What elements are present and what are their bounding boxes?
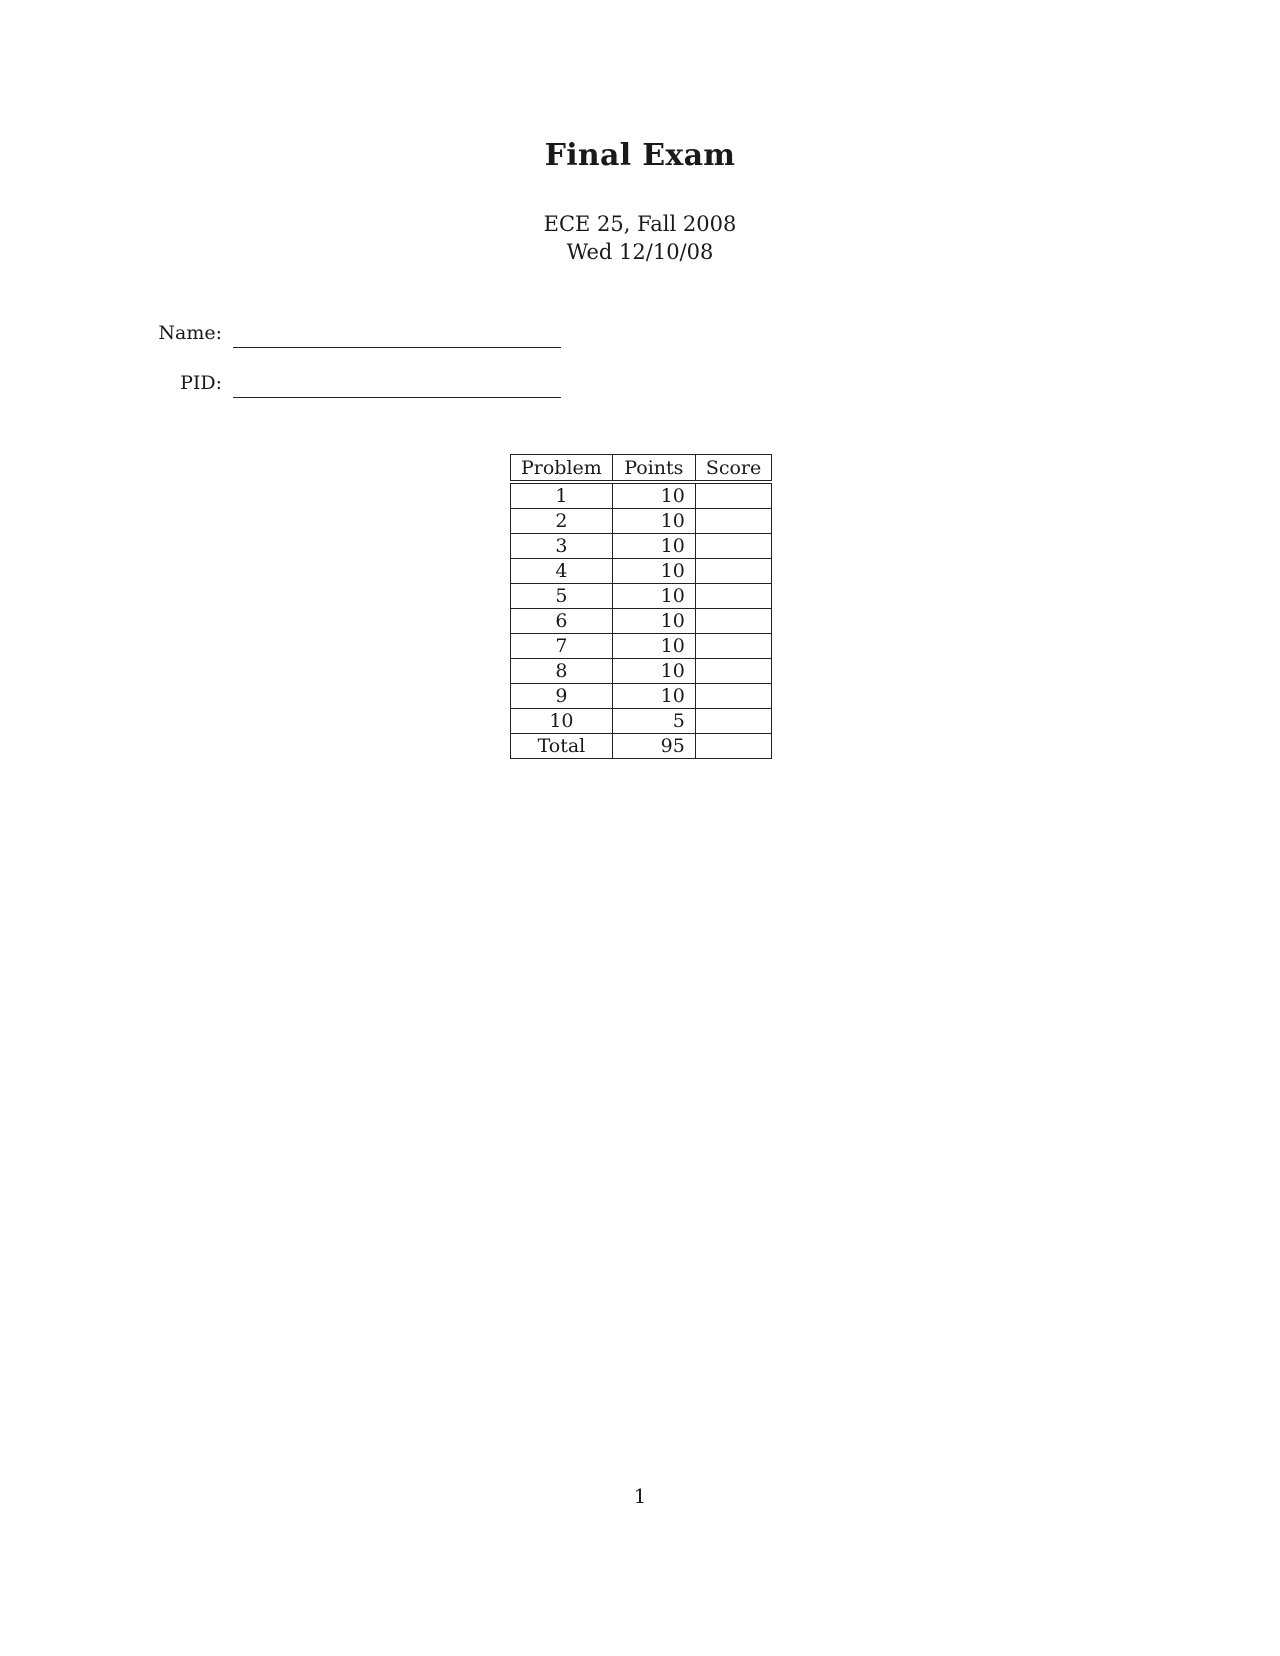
score-cell[interactable] [695,734,771,759]
header-problem: Problem [511,455,613,483]
problem-cell: 10 [511,709,613,734]
page-number: 1 [633,1484,647,1508]
pid-label: PID: [180,372,222,394]
table-row [511,709,772,734]
table-header-row [511,455,772,483]
score-cell[interactable] [695,709,771,734]
table-row [511,559,772,584]
problem-cell: 7 [511,634,613,659]
points-cell: 10 [612,584,695,609]
points-cell: 10 [612,659,695,684]
score-cell[interactable] [695,534,771,559]
points-cell: 10 [612,609,695,634]
points-cell: 10 [612,634,695,659]
pid-field[interactable] [233,397,561,398]
score-table-body [511,482,772,759]
exam-date: Wed 12/10/08 [566,240,714,264]
header-score: Score [695,455,771,483]
table-row [511,482,772,509]
exam-title: Final Exam [544,138,736,173]
problem-cell: 8 [511,659,613,684]
score-cell[interactable] [695,609,771,634]
table-row [511,634,772,659]
problem-cell: 9 [511,684,613,709]
header-points: Points [612,455,695,483]
table-row [511,659,772,684]
table-row [511,509,772,534]
score-cell[interactable] [695,684,771,709]
points-cell: 10 [612,534,695,559]
score-cell[interactable] [695,634,771,659]
table-row [511,684,772,709]
name-label: Name: [158,322,222,344]
table-row [511,734,772,759]
problem-cell: Total [511,734,613,759]
score-cell[interactable] [695,509,771,534]
table-row [511,584,772,609]
name-field[interactable] [233,347,561,348]
score-cell[interactable] [695,584,771,609]
score-cell[interactable] [695,559,771,584]
table-row [511,609,772,634]
course-subtitle: ECE 25, Fall 2008 [543,212,737,236]
points-cell: 10 [612,482,695,509]
problem-cell: 6 [511,609,613,634]
problem-cell: 3 [511,534,613,559]
score-cell[interactable] [695,482,771,509]
problem-cell: 2 [511,509,613,534]
problem-cell: 4 [511,559,613,584]
points-cell: 95 [612,734,695,759]
points-cell: 10 [612,559,695,584]
score-cell[interactable] [695,659,771,684]
points-cell: 5 [612,709,695,734]
problem-cell: 5 [511,584,613,609]
points-cell: 10 [612,509,695,534]
score-table [510,454,772,759]
table-row [511,534,772,559]
points-cell: 10 [612,684,695,709]
problem-cell: 1 [511,482,613,509]
